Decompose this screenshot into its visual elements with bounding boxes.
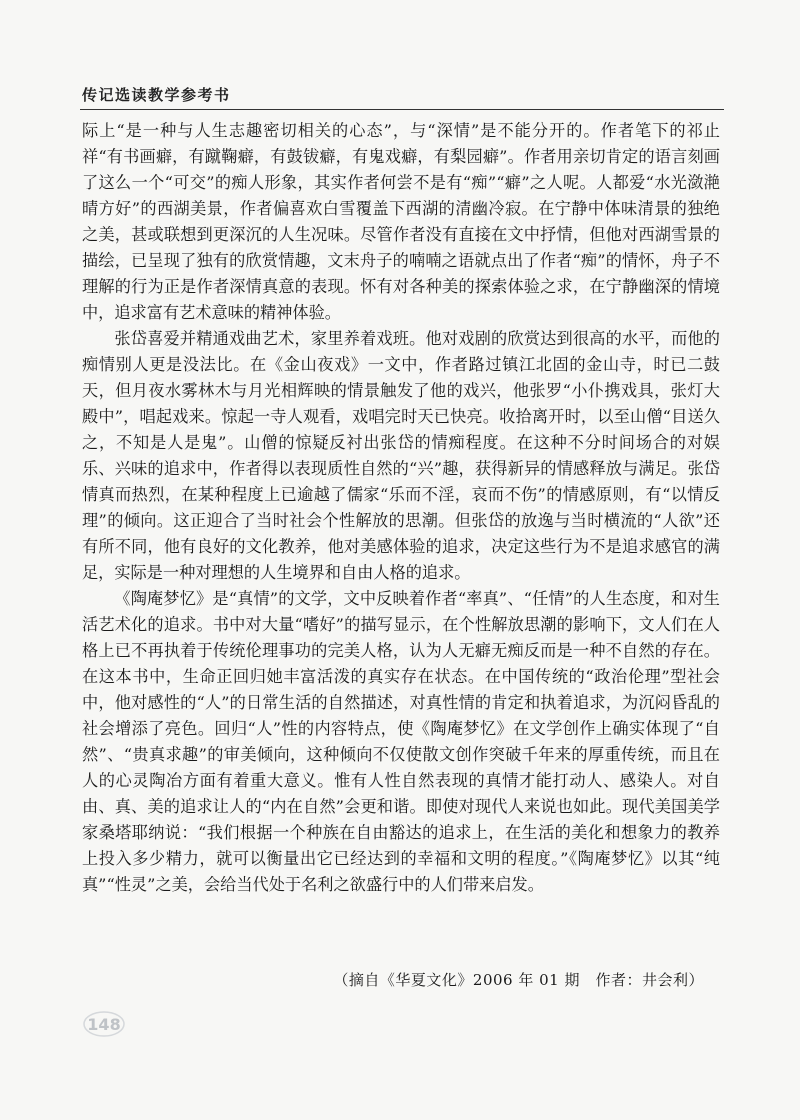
page-number <box>82 1010 126 1038</box>
header-title: 传记选读教学参考书 <box>82 86 231 104</box>
header-rule <box>80 109 724 110</box>
body-text <box>82 118 720 898</box>
paragraph-1: 际上“是一种与人生志趣密切相关的心态”，与“深情”是不能分开的。作者笔下的祁止祥“有书画癖，有蹴鞠癖，有鼓钹癖，有鬼戏癖，有梨园癖”。作者用亲切肯定的语言刻画了这么一个“可交”的痴人形象，其实作者何尝不是有“痴”“癖”之人呢。人都爱“水光潋滟晴方好”的西湖美景，作者偏喜欢白雪覆盖下西湖的清幽冷寂。在宁静中体味清景的独绝之美，甚或联想到更深沉的人生况味。尽管作者没有直接在文中抒情，但他对西湖雪景的描绘，已呈现了独有的欣赏情趣，文末舟子的喃喃之语就点出了作者“痴”的情怀，舟子不理解的行为正是作者深情真意的表现。怀有对各种美的探索体验之求，在宁静幽深的情境中，追求富有艺术意味的精神体验。 <box>82 121 720 322</box>
paragraph-3: 《陶庵梦忆》是“真情”的文学，文中反映着作者“率真”、“任情”的人生态度，和对生活艺术化的追求。书中对大量“嗜好”的描写显示，在个性解放思潮的影响下，文人们在人格上已不再执着于传统伦理事功的完美人格，认为人无癖无痴反而是一种不自然的存在。在这本书中，生命正回归她丰富活泼的真实存在状态。在中国传统的“政治伦理”型社会中，他对感性的“人”的日常生活的自然描述，对真性情的肯定和执着追求，为沉闷昏乱的社会增添了亮色。回归“人”性的内容特点，使《陶庵梦忆》在文学创作上确实体现了“自然”、“贵真求趣”的审美倾向，这种倾向不仅使散文创作突破千年来的厚重传统，而且在人的心灵陶冶方面有着重大意义。惟有人性自然表现的真情才能打动人、感染人。对自由、真、美的追求让人的“内在自然”会更和谐。即使对现代人来说也如此。现代美国美学家桑塔耶纳说：“我们根据一个种族在自由豁达的追求上，在生活的美化和想象力的教养上投入多少精力，就可以衡量出它已经达到的幸福和文明的程度。”《陶庵梦忆》以其“纯真”“性灵”之美，会给当代处于名利之欲盛行中的人们带来启发。 <box>82 589 720 894</box>
citation: （摘自《华夏文化》2006 年 01 期 作者：井会利） <box>333 971 704 989</box>
page-number-text: 148 <box>87 1014 121 1034</box>
paragraph-2: 张岱喜爱并精通戏曲艺术，家里养着戏班。他对戏剧的欣赏达到很高的水平，而他的痴情别人更是没法比。在《金山夜戏》一文中，作者路过镇江北固的金山寺，时已二鼓天，但月夜水雾林木与月光相辉映的情景触发了他的戏兴，他张罗“小仆携戏具，张灯大殿中”，唱起戏来。惊起一寺人观看，戏唱完时天已快亮。收拾离开时，以至山僧“目送久之，不知是人是鬼”。山僧的惊疑反衬出张岱的情痴程度。在这种不分时间场合的对娱乐、兴味的追求中，作者得以表现质性自然的“兴”趣，获得新异的情感释放与满足。张岱情真而热烈，在某种程度上已逾越了儒家“乐而不淫，哀而不伤”的情感原则，有“以情反理”的倾向。这正迎合了当时社会个性解放的思潮。但张岱的放逸与当时横流的“人欲”还有所不同，他有良好的文化教养，他对美感体验的追求，决定这些行为不是追求感官的满足，实际是一种对理想的人生境界和自由人格的追求。 <box>82 329 720 582</box>
running-header <box>82 84 722 105</box>
